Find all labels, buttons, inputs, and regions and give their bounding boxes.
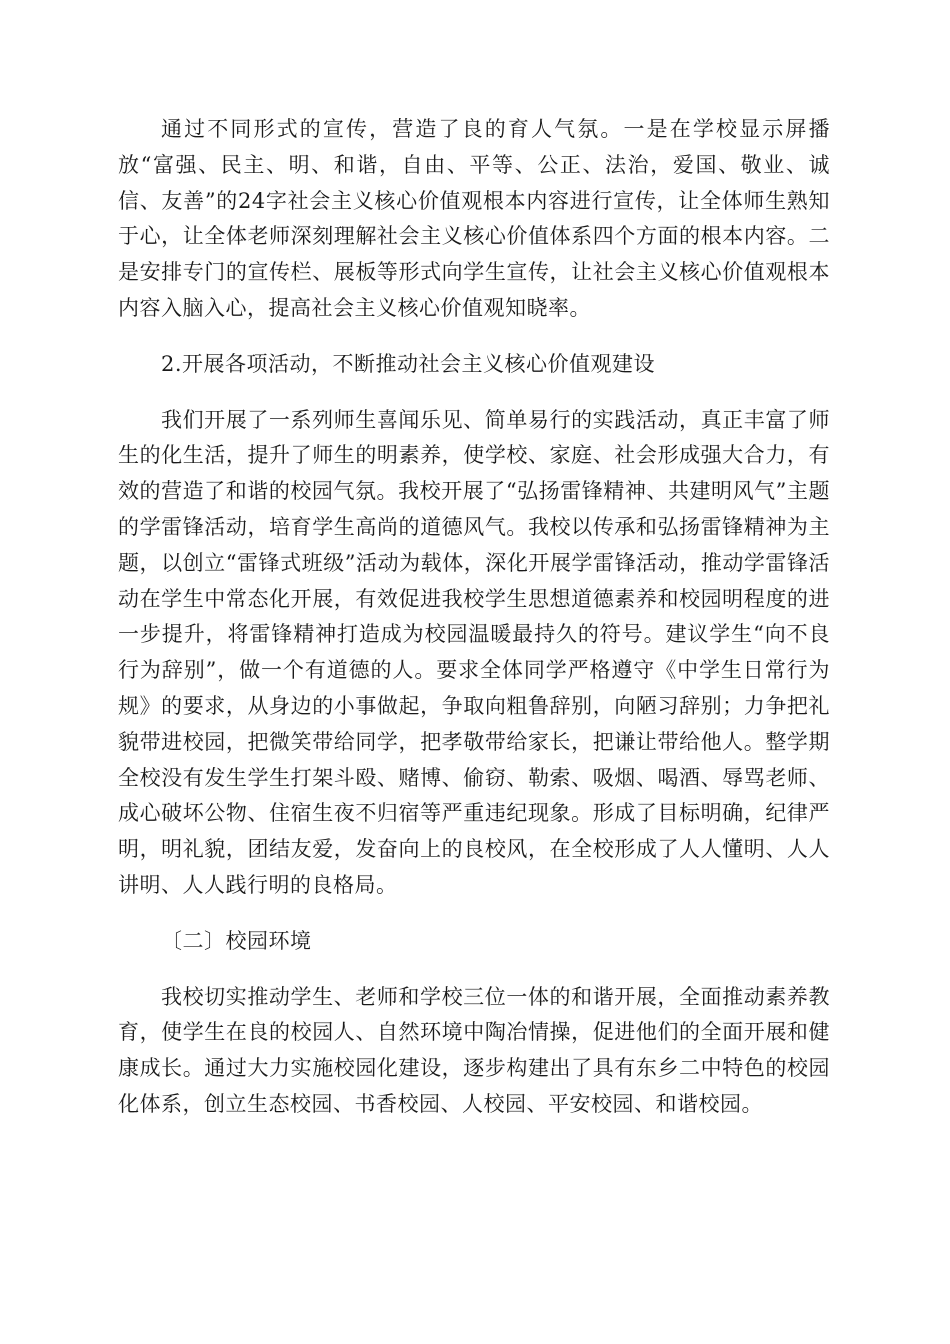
paragraph-campus-environment: 我校切实推动学生、老师和学校三位一体的和谐开展，全面推动素养教育，使学生在良的校园人、自然环境中陶冶情操，促进他们的全面开展和健康成长。通过大力实施校园化建设，逐步构建出了具有东乡二中特色的校园化体系，创立生态校园、书香校园、人校园、平安校园、和谐校园。: [118, 984, 830, 1116]
document-page: [118, 112, 830, 1123]
section-heading-campus-environment: 〔二〕校园环境: [161, 928, 312, 953]
paragraph-propaganda: 通过不同形式的宣传，营造了良的育人气氛。一是在学校显示屏播放“富强、民主、明、和谐，自由、平等、公正、法治，爱国、敬业、诚信、友善”的24字社会主义核心价值观根本内容进行宣传，让全体师生熟知于心，让全体老师深刻理解社会主义核心价值体系四个方面的根本内容。二是安排专门的宣传栏、展板等形式向学生宣传，让社会主义核心价值观根本内容入脑入心，提高社会主义核心价值观知晓率。: [118, 117, 830, 320]
paragraph-activities: 我们开展了一系列师生喜闻乐见、简单易行的实践活动，真正丰富了师生的化生活，提升了师生的明素养，使学校、家庭、社会形成强大合力，有效的营造了和谐的校园气氛。我校开展了“弘扬雷锋精神、共建明风气”主题的学雷锋活动，培育学生高尚的道德风气。我校以传承和弘扬雷锋精神为主题，以创立“雷锋式班级”活动为载体，深化开展学雷锋活动，推动学雷锋活动在学生中常态化开展，有效促进我校学生思想道德素养和校园明程度的进一步提升，将雷锋精神打造成为校园温暖最持久的符号。建议学生“向不良行为辞别”，做一个有道德的人。要求全体同学严格遵守《中学生日常行为规》的要求，从身边的小事做起，争取向粗鲁辞别，向陋习辞别；力争把礼貌带进校园，把微笑带给同学，把孝敬带给家长，把谦让带给他人。整学期全校没有发生学生打架斗殴、赌博、偷窃、勒索、吸烟、喝酒、辱骂老师、成心破坏公物、住宿生夜不归宿等严重违纪现象。形成了目标明确，纪律严明，明礼貌，团结友爱，发奋向上的良校风，在全校形成了人人懂明、人人讲明、人人践行明的良格局。: [118, 407, 830, 897]
section-heading-activities: 2.开展各项活动，不断推动社会主义核心价值观建设: [161, 351, 656, 376]
